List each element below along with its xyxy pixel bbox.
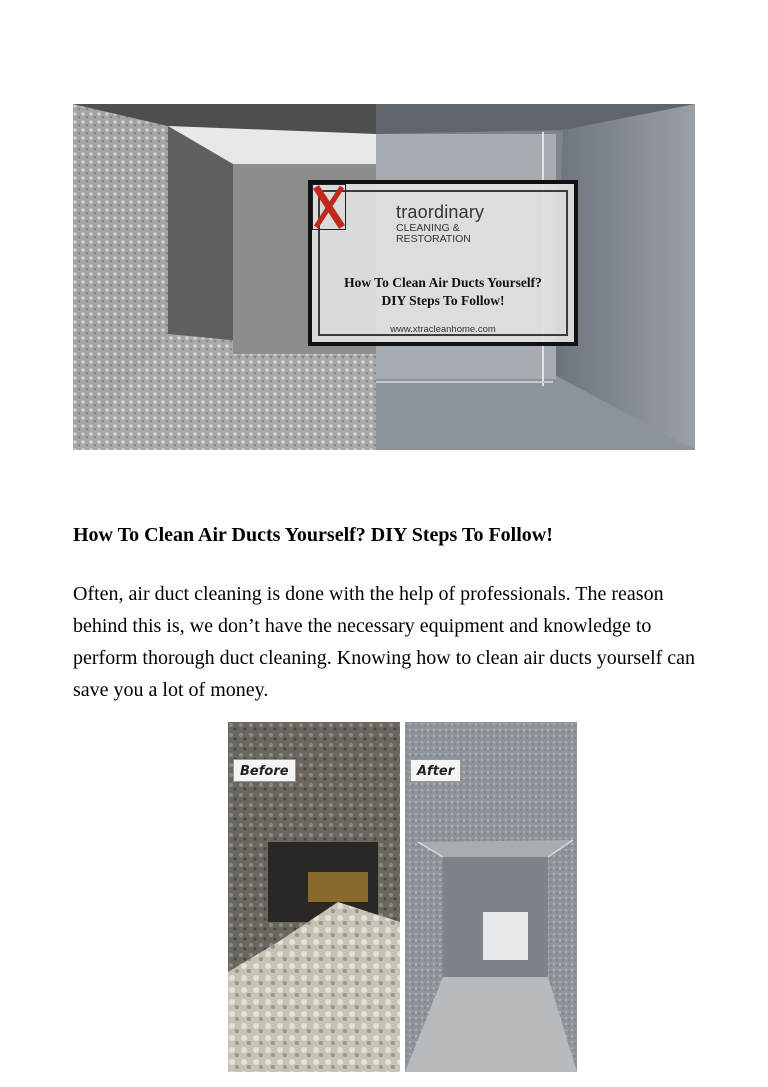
card-title-line-1: How To Clean Air Ducts Yourself? xyxy=(344,275,542,290)
after-label: After xyxy=(410,759,461,782)
article-paragraph: Often, air duct cleaning is done with the help of professionals. The reason behind this is, we don’t have the necessary equipment and knowledge to perform thorough duct cleaning. Knowing how to clean air ducts yourself can save you a lot of money. xyxy=(73,583,696,701)
card-url: www.xtracleanhome.com xyxy=(390,324,496,335)
before-after-image xyxy=(228,722,577,1072)
logo-wordmark: traordinary xyxy=(396,202,485,222)
article-heading: How To Clean Air Ducts Yourself? DIY Steps To Follow! xyxy=(73,524,553,546)
card-title-line-2: DIY Steps To Follow! xyxy=(381,293,505,308)
card-title xyxy=(312,274,574,310)
before-label: Before xyxy=(233,759,296,782)
logo-card xyxy=(308,180,578,346)
hero-image xyxy=(73,104,695,450)
x-logo-icon xyxy=(312,184,346,230)
logo-subtitle: CLEANING & RESTORATION xyxy=(396,222,471,245)
